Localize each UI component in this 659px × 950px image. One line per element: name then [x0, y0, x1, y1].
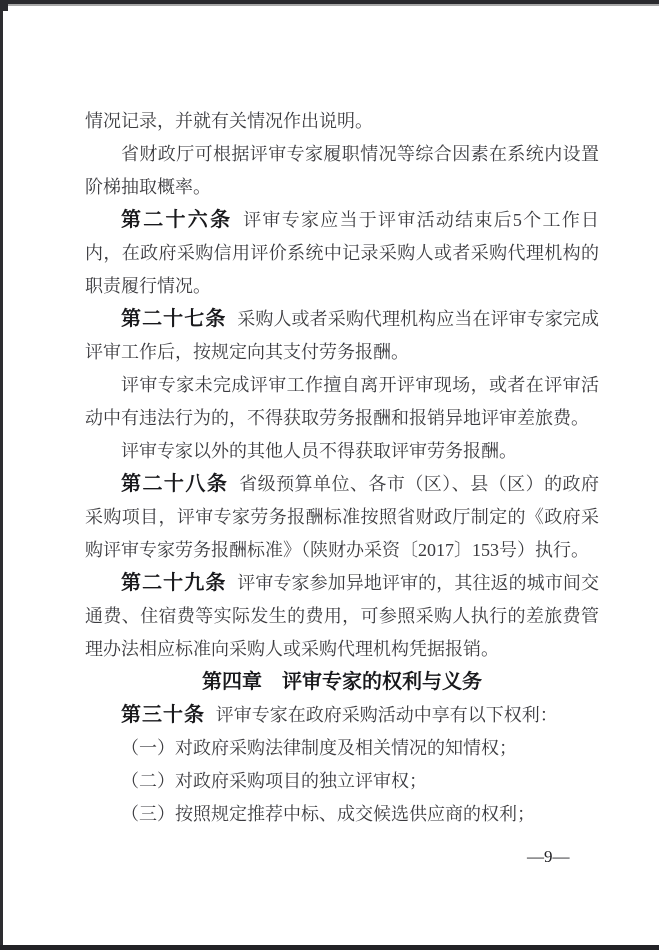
scan-edge-corner [0, 0, 8, 11]
paragraph-text: 采购人或者采购代理机构应当在评审专家完成评审工作后，按规定向其支付劳务报酬。 [85, 309, 600, 362]
paragraph [85, 699, 599, 732]
paragraph-text: 评审专家参加异地评审的，其往返的城市间交通费、住宿费等实际发生的费用，可参照采购人执行的差旅费管理办法相应标准向采购人或采购代理机构凭据报销。 [85, 573, 600, 659]
article-number: 第三十条 [121, 704, 205, 726]
paragraph [85, 468, 599, 567]
paragraph [85, 567, 599, 666]
page-number: —9— [527, 847, 570, 866]
article-number: 第二十七条 [121, 308, 227, 330]
paragraph-text: 评审专家在政府采购活动中享有以下权利： [215, 705, 558, 725]
article-number: 第二十八条 [121, 473, 229, 495]
scan-edge-top-shadow [0, 4, 659, 6]
paragraph: 评审专家未完成评审工作擅自离开评审现场，或者在评审活动中有违法行为的，不得获取劳务报酬和报销异地评审差旅费。 [85, 375, 599, 428]
scan-edge-left [0, 0, 3, 950]
paragraph-text: 评审专家应当于评审活动结束后5个工作日内，在政府采购信用评价系统中记录采购人或者采购代理机构的职责履行情况。 [85, 210, 600, 296]
document-text [85, 105, 599, 831]
paragraph: （一）对政府采购法律制度及相关情况的知情权； [121, 738, 517, 758]
paragraph: 评审专家以外的其他人员不得获取评审劳务报酬。 [121, 441, 517, 461]
paragraph: （二）对政府采购项目的独立评审权； [121, 771, 427, 791]
paragraph: （三）按照规定推荐中标、成交候选供应商的权利； [121, 804, 535, 824]
paragraph: 省财政厅可根据评审专家履职情况等综合因素在系统内设置阶梯抽取概率。 [85, 144, 599, 197]
chapter-heading: 第四章 评审专家的权利与义务 [202, 671, 482, 693]
scan-edge-bottom [0, 945, 659, 950]
paragraph [85, 204, 599, 303]
paragraph: 情况记录，并就有关情况作出说明。 [85, 111, 373, 131]
paragraph [85, 303, 599, 369]
article-number: 第二十九条 [121, 572, 227, 594]
article-number: 第二十六条 [121, 209, 233, 231]
paragraph-text: 省级预算单位、各市（区）、县（区）的政府采购项目，评审专家劳务报酬标准按照省财政厅制定的《政府采购评审专家劳务报酬标准》（陕财办采资〔2017〕153号）执行。 [85, 474, 600, 560]
